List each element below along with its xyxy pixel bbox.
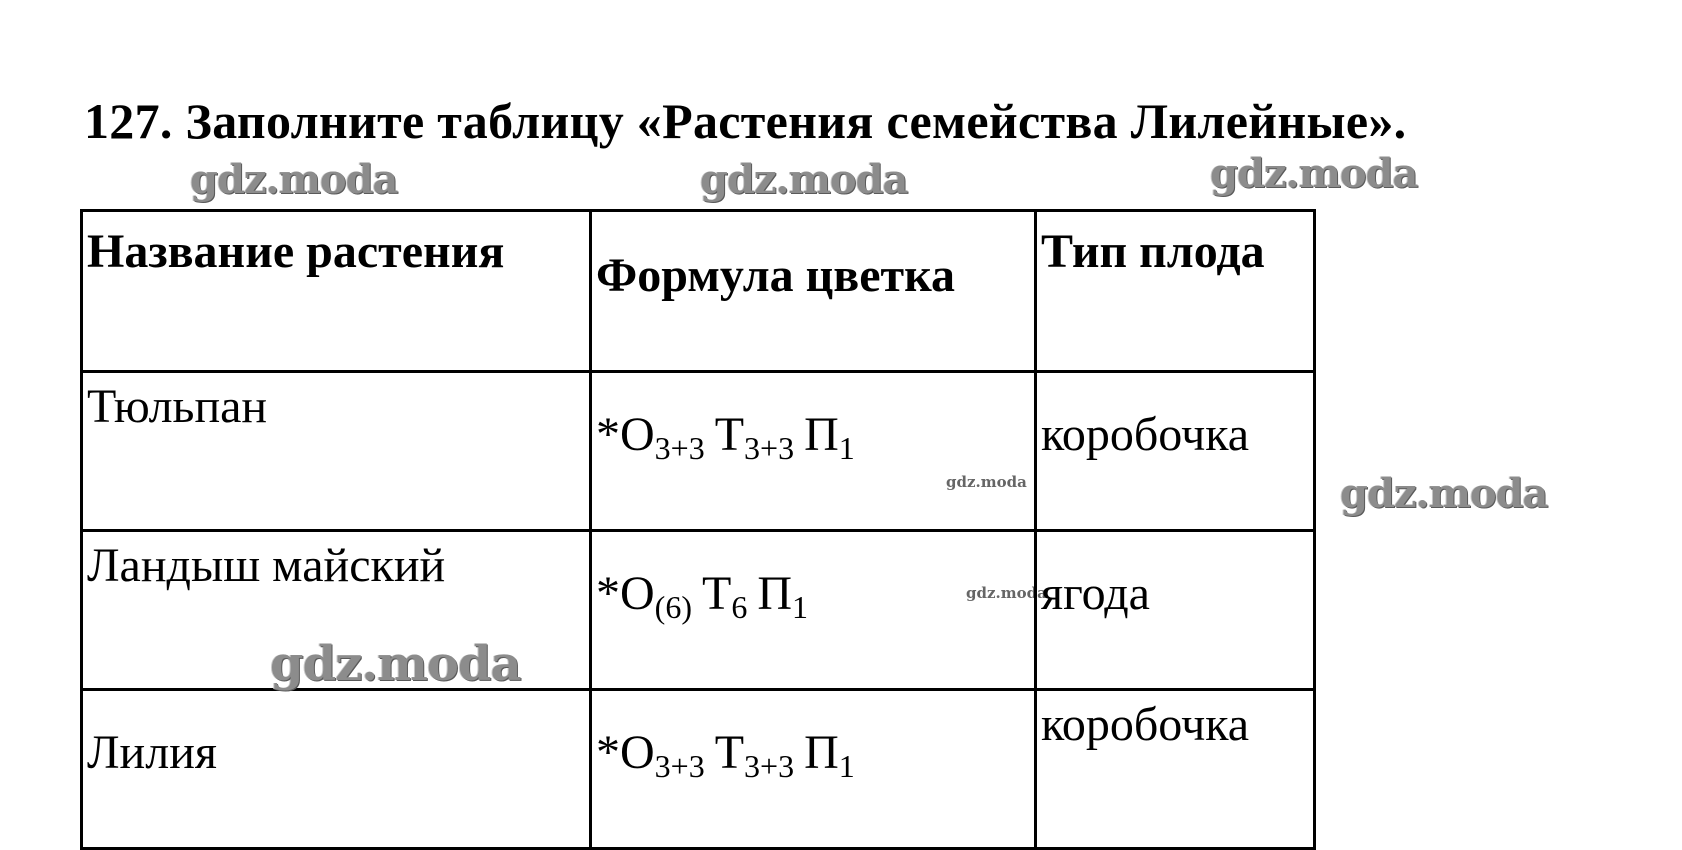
formula-perianth: О	[620, 726, 655, 779]
formula-star: *	[596, 567, 620, 620]
formula-star: *	[596, 408, 620, 461]
plant-name-cell: Лилия	[82, 690, 591, 849]
plant-name-cell: Ландыш майский	[82, 531, 591, 690]
formula-perianth: О	[620, 408, 655, 461]
table-header-row	[82, 211, 1315, 372]
formula-stamens-count: 6	[731, 589, 748, 625]
formula-pistil: П	[757, 567, 792, 620]
flower-formula-cell	[591, 690, 1036, 849]
watermark: gdz.moda	[1210, 150, 1418, 197]
flower-formula-cell	[591, 372, 1036, 531]
formula-pistil: П	[804, 726, 839, 779]
fruit-type-cell: коробочка	[1036, 690, 1315, 849]
formula-pistil: П	[804, 408, 839, 461]
watermark: gdz.moda	[700, 156, 908, 203]
formula-star: *	[596, 726, 620, 779]
plants-table	[80, 209, 1316, 850]
task-title: 127. Заполните таблицу «Растения семейства Лилейные».	[84, 93, 1407, 149]
fruit-type-cell: коробочка	[1036, 372, 1315, 531]
watermark: gdz.moda	[190, 156, 398, 203]
formula-stamens-count: 3+3	[744, 748, 795, 784]
table-row	[82, 372, 1315, 531]
header-plant-name: Название растения	[82, 211, 591, 372]
formula-pistil-count: 1	[838, 430, 855, 466]
formula-stamens-count: 3+3	[744, 430, 795, 466]
table-row	[82, 690, 1315, 849]
formula-pistil-count: 1	[838, 748, 855, 784]
watermark: gdz.moda	[946, 473, 1027, 491]
formula-stamens: Т	[701, 567, 732, 620]
table-row	[82, 531, 1315, 690]
formula-perianth: О	[620, 567, 655, 620]
fruit-type-cell: ягода	[1036, 531, 1315, 690]
flower-formula-cell	[591, 531, 1036, 690]
formula-stamens: Т	[714, 408, 745, 461]
plant-name-cell: Тюльпан	[82, 372, 591, 531]
watermark: gdz.moda	[270, 636, 521, 692]
header-flower-formula: Формула цветка	[591, 211, 1036, 372]
formula-perianth-count: (6)	[654, 589, 692, 625]
formula-perianth-count: 3+3	[654, 430, 705, 466]
watermark: gdz.moda	[966, 584, 1047, 602]
formula-perianth-count: 3+3	[654, 748, 705, 784]
formula-stamens: Т	[714, 726, 745, 779]
watermark: gdz.moda	[1340, 470, 1548, 517]
formula-pistil-count: 1	[791, 589, 808, 625]
header-fruit-type: Тип плода	[1036, 211, 1315, 372]
